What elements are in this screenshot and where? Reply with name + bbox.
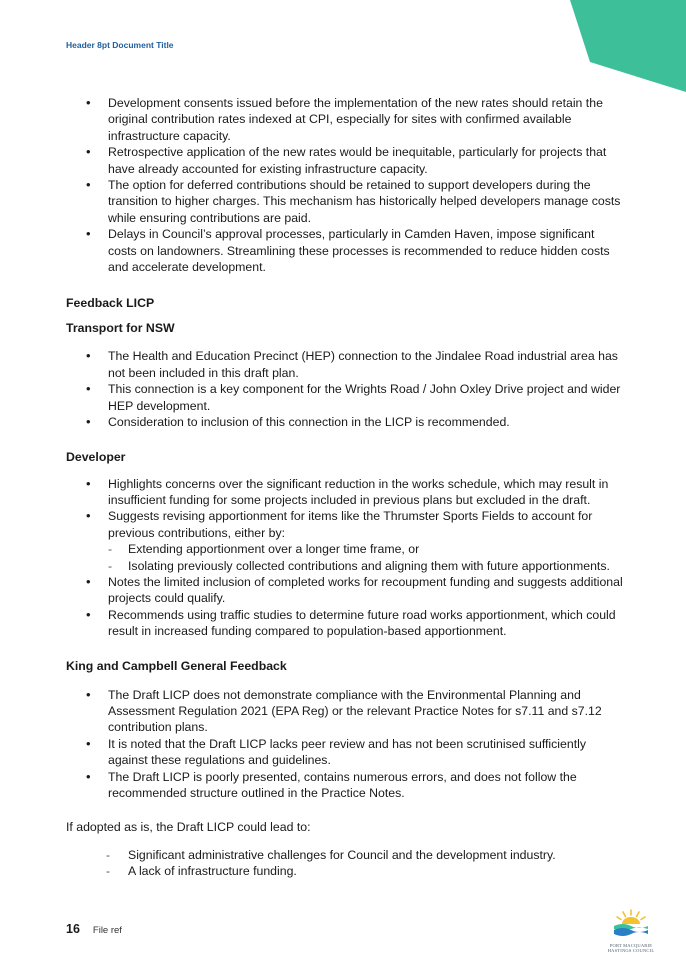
- list-item: • It is noted that the Draft LICP lacks peer review and has not been scrutinised sufficiently against these regulations and guidelines.: [66, 736, 626, 769]
- list-item: • Highlights concerns over the significant reduction in the works schedule, which may result in insufficient funding for some projects included in previous plans but excluded in the draft.: [66, 476, 626, 509]
- list-item: • Consideration to inclusion of this connection in the LICP is recommended.: [66, 414, 626, 430]
- sub-list-item: - Extending apportionment over a longer time frame, or: [108, 541, 626, 557]
- adopted-dash-list: [66, 847, 626, 880]
- logo-line-1: PORT MACQUARIE: [609, 943, 653, 948]
- list-item: • Delays in Council’s approval processes, particularly in Camden Haven, impose significant costs on landowners. Streamlining these processes is recommended to reduce hidden costs and accelerate development.: [66, 226, 626, 275]
- list-item: - Significant administrative challenges for Council and the development industry.: [66, 847, 626, 863]
- intro-bullet-list: [66, 95, 626, 275]
- king-campbell-bullet-list: [66, 687, 626, 802]
- developer-bullet-list: [66, 476, 626, 640]
- list-item: • Retrospective application of the new rates would be inequitable, particularly for projects that have already accounted for existing infrastructure capacity.: [66, 144, 626, 177]
- list-item: • The option for deferred contributions should be retained to support developers during the transition to higher charges. This mechanism has historically helped developers manage costs while ensuring contributions are paid.: [66, 177, 626, 226]
- developer-heading: Developer: [66, 449, 126, 464]
- list-item: • Notes the limited inclusion of completed works for recoupment funding and suggests additional projects could qualify.: [66, 574, 626, 607]
- list-item: • Development consents issued before the implementation of the new rates should retain the original contribution rates indexed at CPI, especially for sites with confirmed available infrastructure capacity.: [66, 95, 626, 144]
- list-item: • The Draft LICP is poorly presented, contains numerous errors, and does not follow the recommended structure outlined in the Practice Notes.: [66, 769, 626, 802]
- list-item-text: Suggests revising apportionment for items like the Thrumster Sports Fields to account for previous contributions, either by:: [108, 509, 593, 540]
- list-item: [66, 508, 626, 574]
- list-item: - A lack of infrastructure funding.: [66, 863, 626, 879]
- list-item: • Recommends using traffic studies to determine future road works apportionment, which could result in increased funding compared to population-based apportionment.: [66, 607, 626, 640]
- tfnsw-heading: Transport for NSW: [66, 321, 175, 336]
- list-item: • The Health and Education Precinct (HEP) connection to the Jindalee Road industrial area has not been included in this draft plan.: [66, 348, 626, 381]
- page-body: [66, 95, 626, 880]
- tfnsw-bullet-list: [66, 348, 626, 430]
- developer-sub-list: [108, 541, 626, 574]
- adopted-paragraph: If adopted as is, the Draft LICP could lead to:: [66, 820, 311, 835]
- file-ref: File ref: [92, 925, 122, 936]
- sun-wave-icon: [611, 908, 651, 938]
- list-item: • The Draft LICP does not demonstrate compliance with the Environmental Planning and Assessment Regulation 2021 (EPA Reg) or the relevant Practice Notes for s7.11 and s7.12 contribution plans.: [66, 687, 626, 736]
- page-number: 16: [66, 922, 80, 936]
- sub-list-item: - Isolating previously collected contributions and aligning them with future apportionments.: [108, 558, 626, 574]
- corner-accent-shape: [566, 0, 686, 92]
- council-logo: [606, 908, 656, 953]
- page-footer: [66, 922, 122, 936]
- king-campbell-heading: King and Campbell General Feedback: [66, 658, 287, 673]
- feedback-licp-heading: Feedback LICP: [66, 296, 155, 311]
- list-item: • This connection is a key component for the Wrights Road / John Oxley Drive project and wider HEP development.: [66, 381, 626, 414]
- logo-line-2: HASTINGS COUNCIL: [607, 948, 655, 953]
- header-document-title: Header 8pt Document Title: [66, 40, 174, 50]
